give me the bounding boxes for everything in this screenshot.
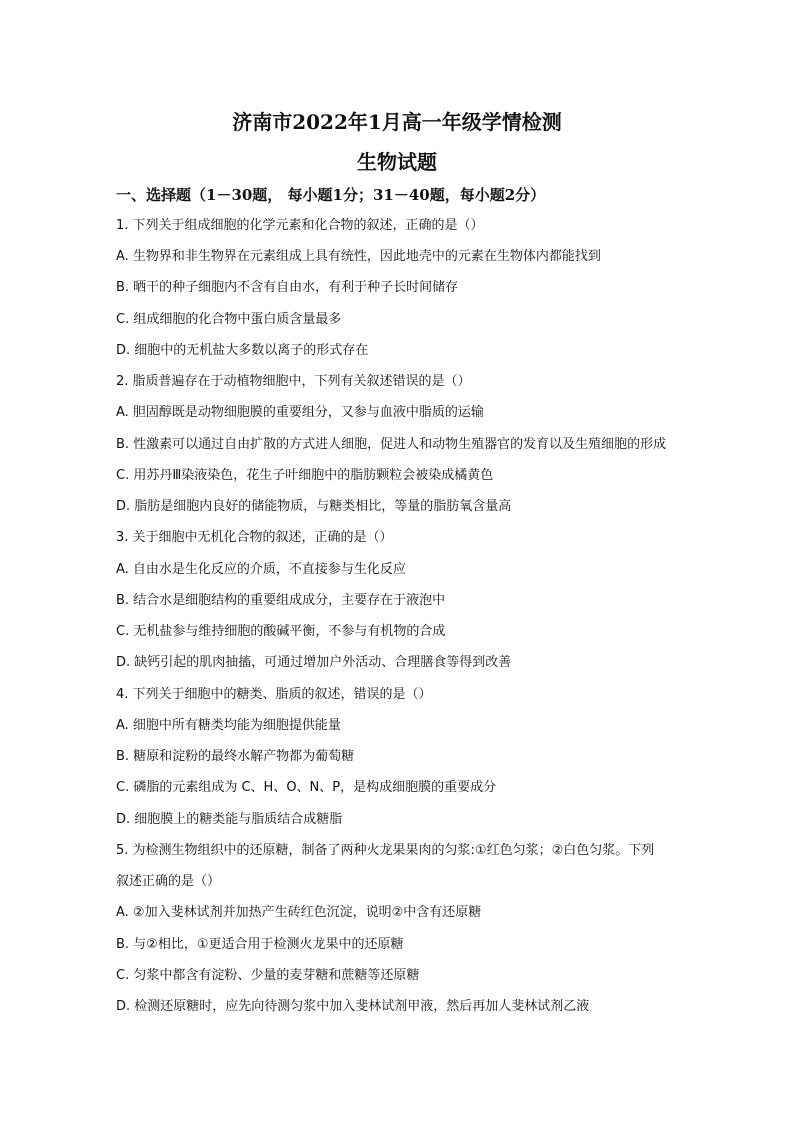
option-line: C. 无机盐参与维持细胞的酸碱平衡，不参与有机物的合成 xyxy=(116,624,446,639)
option-line: D. 脂肪是细胞内良好的储能物质，与糖类相比，等量的脂肪氧含量高 xyxy=(116,499,512,514)
option-line: D. 缺钙引起的肌肉抽搐，可通过增加户外活动、合理膳食等得到改善 xyxy=(116,655,512,670)
option-line: A. 生物界和非生物界在元素组成上具有统性，因此地壳中的元素在生物体内都能找到 xyxy=(116,249,601,264)
option-line: A. 细胞中所有糖类均能为细胞提供能量 xyxy=(116,718,341,733)
question-line: 5. 为检测生物组织中的还原糖，制备了两种火龙果果肉的匀浆:①红色匀浆；②白色匀浆。下列 xyxy=(116,843,655,858)
document-subtitle: 生物试题 xyxy=(357,150,437,174)
question-line: 叙述正确的是（） xyxy=(116,874,221,889)
question-line: 3. 关于细胞中无机化合物的叙述，正确的是（） xyxy=(116,530,393,545)
option-line: C. 用苏丹Ⅲ染液染色，花生子叶细胞中的脂肪颗粒会被染成橘黄色 xyxy=(116,468,494,483)
document-title: 济南市2022年1月高一年级学情检测 xyxy=(232,110,562,134)
question-line: 4. 下列关于细胞中的糖类、脂质的叙述，错误的是（） xyxy=(116,687,432,702)
option-line: A. 自由水是生化反应的介质，不直接参与生化反应 xyxy=(116,562,406,577)
option-line: C. 组成细胞的化合物中蛋白质含量最多 xyxy=(116,312,342,327)
option-line: D. 检测还原糖时，应先向待测匀浆中加入斐林试剂甲液，然后再加人斐林试剂乙液 xyxy=(116,999,590,1014)
option-line: B. 与②相比，①更适合用于检测火龙果中的还原糖 xyxy=(116,937,404,952)
option-line: D. 细胞中的无机盐大多数以离子的形式存在 xyxy=(116,343,369,358)
question-line: 1. 下列关于组成细胞的化学元素和化合物的叙述，正确的是（） xyxy=(116,218,484,233)
option-line: B. 性激素可以通过自由扩散的方式进人细胞，促进人和动物生殖器官的发育以及生殖细胞的形成 xyxy=(116,437,667,452)
option-line: B. 结合水是细胞结构的重要组成成分，主要存在于液泡中 xyxy=(116,593,446,608)
question-line: 2. 脂质普遍存在于动植物细胞中，下列有关叙述错误的是（） xyxy=(116,374,471,389)
option-line: C. 匀浆中都含有淀粉、少量的麦芽糖和蔗糖等还原糖 xyxy=(116,968,420,983)
option-line: C. 磷脂的元素组成为 C、H、O、N、P，是构成细胞膜的重要成分 xyxy=(116,780,497,795)
option-line: D. 细胞膜上的糖类能与脂质结合成糖脂 xyxy=(116,812,343,827)
option-line: B. 晒干的种子细胞内不含有自由水，有利于种子长时间储存 xyxy=(116,280,459,295)
option-line: A. ②加入斐林试剂并加热产生砖红色沉淀，说明②中含有还原糖 xyxy=(116,905,482,920)
option-line: A. 胆固醇既是动物细胞膜的重要组分，又参与血液中脂质的运输 xyxy=(116,405,484,420)
option-line: B. 糖原和淀粉的最终水解产物都为葡萄糖 xyxy=(116,749,355,764)
section-heading: 一、选择题（1－30题， 每小题1分；31－40题，每小题2分） xyxy=(116,186,546,204)
